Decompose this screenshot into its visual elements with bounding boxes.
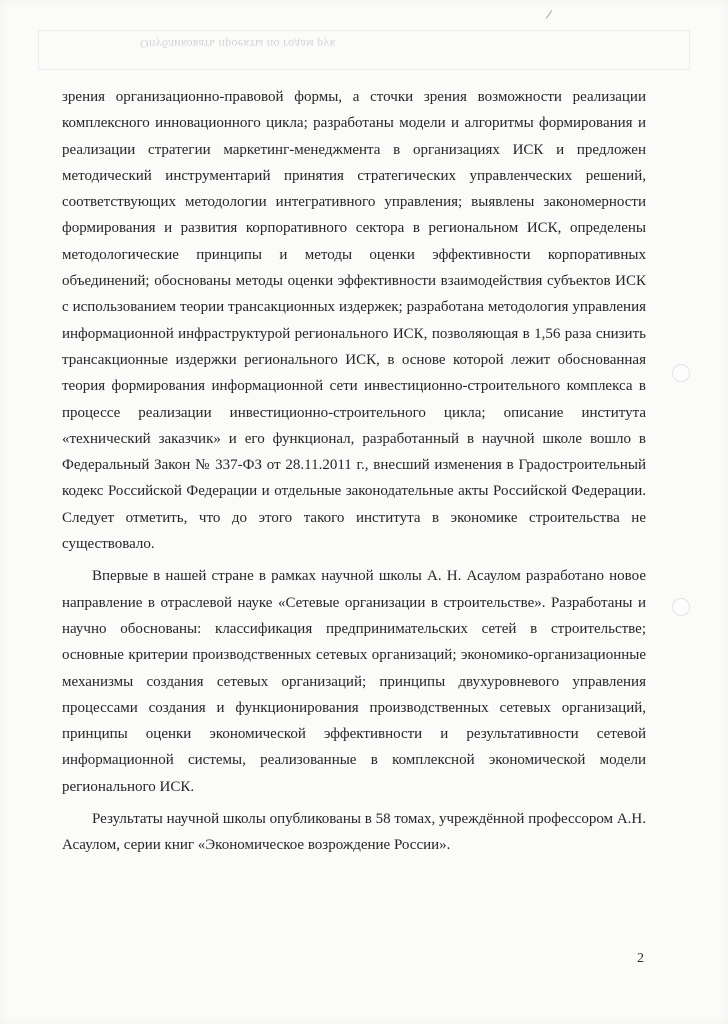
bleed-through-heading: Опубликовать проекты по годам рук xyxy=(140,37,336,51)
paragraph-1: зрения организационно-правовой формы, а сточки зрения возможности реализации комплексного инновационного цикла; разработаны модели и алгоритмы формирования и реализации стратегии маркетинг-менеджмента в организациях ИСК и предложен методический инструментарий принятия стратегических управленческих решений, соответствующих методологии интегративного управления; выявлены закономерности формирования и развития корпоративного сектора в региональном ИСК, определены методологические принципы и методы оценки эффективности корпоративных объединений; обоснованы методы оценки эффективности взаимодействия субъектов ИСК с использованием теории трансакционных издержек; разработана методология управления информационной инфраструктурой регионального ИСК, позволяющая в 1,56 раза снизить трансакционные издержки регионального ИСК, в основе которой лежит обоснованная теория формирования информационной сети инвестиционно-строительного комплекса в процессе реализации инвестиционно-строительного цикла; описание института «технический заказчик» и его функционал, разработанный в научной школе вошло в Федеральный Закон № 337-ФЗ от 28.11.2011 г., внесший изменения в Градостроительный кодекс Российской Федерации и отдельные законодательные акты Российской Федерации. Следует отметить, что до этого такого института в экономике строительства не существовало. xyxy=(62,89,646,553)
page-number: 2 xyxy=(637,951,644,966)
punch-hole-top xyxy=(672,364,690,382)
paragraph-2: Впервые в нашей стране в рамках научной школы А. Н. Асаулом разработано новое направление в отраслевой науке «Сетевые организации в строительстве». Разработаны и научно обоснованы: классификация предпринимательских сетей в строительстве; основные критерии производственных сетевых организаций; экономико-организационные механизмы создания сетевых организаций; принципы двухуровневого управления процессами создания и функционирования производственных сетевых организаций, принципы оценки экономической эффективности и результативности сетевой информационной системы, реализованные в комплексной экономической модели регионального ИСК. xyxy=(62,568,646,795)
body-text xyxy=(62,84,646,859)
paragraph-3: Результаты научной школы опубликованы в 58 томах, учреждённой профессором А.Н. Асаулом, серии книг «Экономическое возрождение России». xyxy=(62,811,646,854)
punch-hole-bottom xyxy=(672,598,690,616)
scan-mark xyxy=(546,10,553,19)
